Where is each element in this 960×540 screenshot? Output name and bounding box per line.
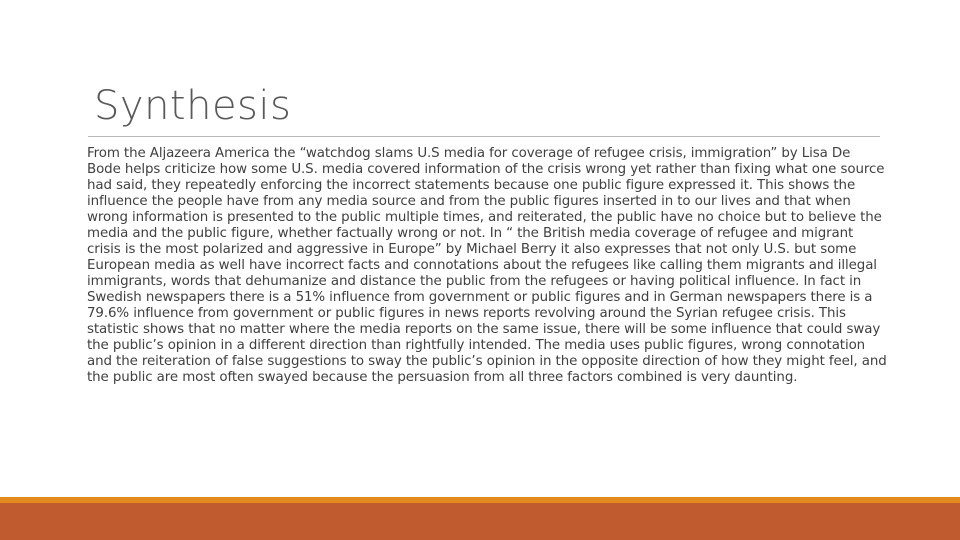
slide-body-text: From the Aljazeera America the “watchdog slams U.S media for coverage of refugee crisis, immigration” by Lisa De Bode helps criticize how some U.S. media covered information of the crisis wrong yet rather than fixing what one source had said, they repeatedly enforcing the incorrect statements because one public figure expressed it. This shows the influence the people have from any media source and from the public figures inserted in to our lives and that when wrong information is presented to the public multiple times, and reiterated, the public have no choice but to believe the media and the public figure, whether factually wrong or not. In “ the British media coverage of refugee and migrant crisis is the most polarized and aggressive in Europe” by Michael Berry it also expresses that not only U.S. but some European media as well have incorrect facts and connotations about the refugees like calling them migrants and illegal immigrants, words that dehumanize and distance the public from the refugees or having political influence. In fact in Swedish newspapers there is a 51% influence from government or public figures and in German newspapers there is a 79.6% influence from government or public figures in news reports revolving around the Syrian refugee crisis. This statistic shows that no matter where the media reports on the same issue, there will be some influence that could sway the public’s opinion in a different direction than rightfully intended. The media uses public figures, wrong connotation and the reiteration of false suggestions to sway the public’s opinion in the opposite direction of how they might feel, and the public are most often swayed because the persuasion from all three factors combined is very daunting. bbox=[87, 146, 887, 385]
title-divider bbox=[88, 136, 880, 137]
slide-title: Synthesis bbox=[94, 83, 292, 129]
footer-band bbox=[0, 503, 960, 540]
